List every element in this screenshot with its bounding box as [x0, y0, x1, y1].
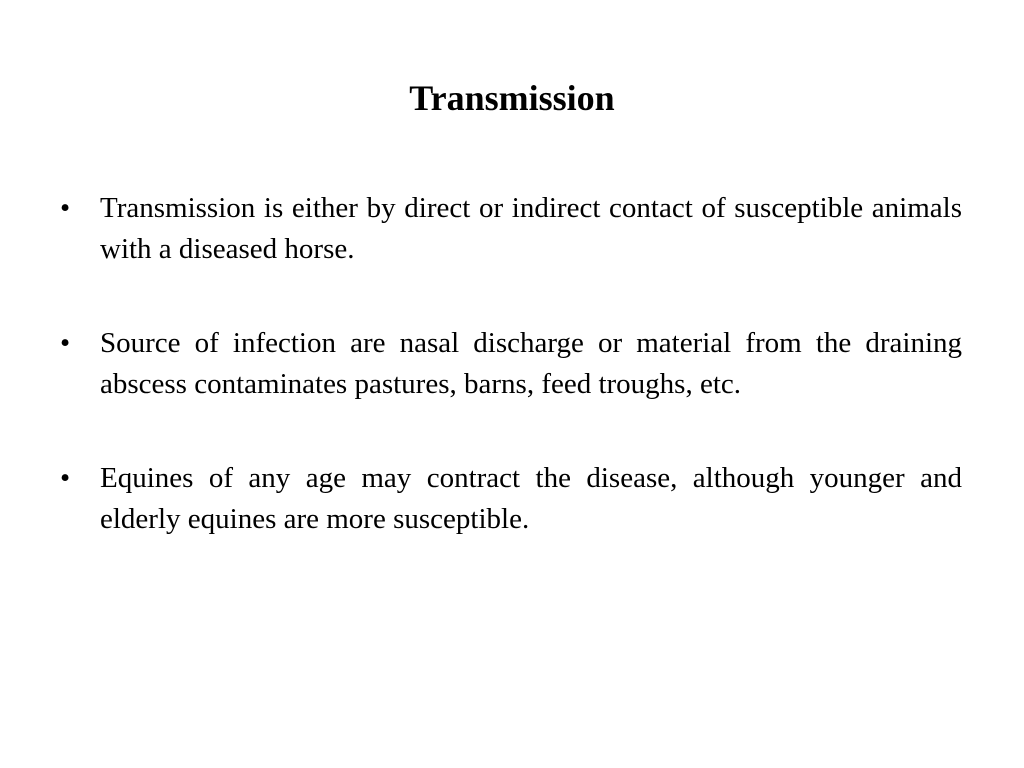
- bullet-icon: •: [60, 327, 71, 359]
- bullet-list: [56, 188, 962, 593]
- slide-title: Transmission: [409, 78, 615, 118]
- bullet-icon: •: [60, 192, 71, 224]
- bullet-item: [56, 458, 962, 540]
- bullet-text: Transmission is either by direct or indirect contact of susceptible animals with a diseased horse.: [100, 192, 962, 265]
- bullet-text: Source of infection are nasal discharge or material from the draining abscess contaminates pastures, barns, feed troughs, etc.: [100, 327, 962, 400]
- bullet-text: Equines of any age may contract the disease, although younger and elderly equines are more susceptible.: [100, 462, 962, 535]
- bullet-item: [56, 188, 962, 270]
- bullet-icon: •: [60, 462, 71, 494]
- bullet-item: [56, 323, 962, 405]
